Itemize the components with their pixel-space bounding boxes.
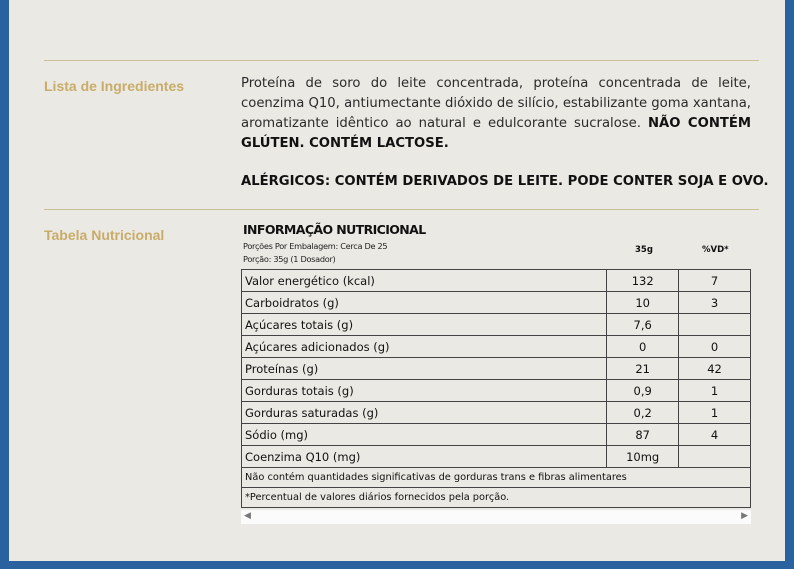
table-row <box>242 314 751 336</box>
serving-size: Porção: 35g (1 Dosador) <box>243 254 336 264</box>
divider-middle <box>44 209 759 210</box>
nutrient-dv: 7 <box>679 270 751 292</box>
note-trans-fibers: Não contém quantidades significativas de gorduras trans e fibras alimentares <box>242 468 751 488</box>
servings-per-package: Porções Por Embalagem: Cerca De 25 <box>243 241 388 251</box>
nutrient-amount: 21 <box>607 358 679 380</box>
nutrient-amount: 0 <box>607 336 679 358</box>
gluten-lactose-warning: NÃO CONTÉM GLÚTEN. CONTÉM LACTOSE. <box>241 116 751 151</box>
nutrient-amount: 87 <box>607 424 679 446</box>
nutrient-dv: 1 <box>679 402 751 424</box>
nutrition-table-title: INFORMAÇÃO NUTRICIONAL <box>243 222 426 237</box>
column-header-dv: %VD* <box>702 245 729 255</box>
note-daily-values: *Percentual de valores diários fornecidos pela porção. <box>242 488 751 508</box>
nutrient-dv: 3 <box>679 292 751 314</box>
nutrient-name: Gorduras saturadas (g) <box>242 402 607 424</box>
nutrient-name: Açúcares adicionados (g) <box>242 336 607 358</box>
table-row <box>242 380 751 402</box>
content-panel <box>9 0 785 561</box>
nutrient-amount: 7,6 <box>607 314 679 336</box>
horizontal-scrollbar[interactable] <box>241 510 751 524</box>
divider-top <box>44 60 759 61</box>
table-row <box>242 402 751 424</box>
table-row <box>242 358 751 380</box>
nutrient-name: Proteínas (g) <box>242 358 607 380</box>
nutrient-amount: 10mg <box>607 446 679 468</box>
nutrient-dv <box>679 314 751 336</box>
nutrition-table <box>241 269 751 508</box>
scroll-left-icon[interactable]: ◀ <box>244 511 251 521</box>
nutrition-label: Tabela Nutricional <box>44 227 165 243</box>
note-row <box>242 488 751 508</box>
ingredients-text: Proteína de soro do leite concentrada, proteína concentrada de leite, coenzima Q10, antiumectante dióxido de silício, estabilizante goma xantana, aromatizante idêntico ao natural e edulcorante sucralose. <box>241 76 751 131</box>
nutrient-name: Sódio (mg) <box>242 424 607 446</box>
nutrient-amount: 132 <box>607 270 679 292</box>
nutrient-name: Gorduras totais (g) <box>242 380 607 402</box>
ingredients-label: Lista de Ingredientes <box>44 78 185 94</box>
ingredients-text-block <box>241 74 751 154</box>
nutrient-dv: 1 <box>679 380 751 402</box>
nutrient-name: Coenzima Q10 (mg) <box>242 446 607 468</box>
allergens-text: ALÉRGICOS: CONTÉM DERIVADOS DE LEITE. PODE CONTER SOJA E OVO. <box>241 174 769 189</box>
note-row <box>242 468 751 488</box>
nutrient-dv: 4 <box>679 424 751 446</box>
table-row <box>242 292 751 314</box>
table-row <box>242 446 751 468</box>
nutrient-name: Valor energético (kcal) <box>242 270 607 292</box>
nutrient-name: Carboidratos (g) <box>242 292 607 314</box>
table-row <box>242 336 751 358</box>
nutrient-name: Açúcares totais (g) <box>242 314 607 336</box>
nutrient-amount: 10 <box>607 292 679 314</box>
nutrient-dv: 0 <box>679 336 751 358</box>
column-header-amount: 35g <box>635 245 653 255</box>
table-row <box>242 270 751 292</box>
nutrient-amount: 0,2 <box>607 402 679 424</box>
nutrient-dv: 42 <box>679 358 751 380</box>
nutrient-amount: 0,9 <box>607 380 679 402</box>
nutrient-dv <box>679 446 751 468</box>
scroll-right-icon[interactable]: ▶ <box>741 511 748 521</box>
table-row <box>242 424 751 446</box>
